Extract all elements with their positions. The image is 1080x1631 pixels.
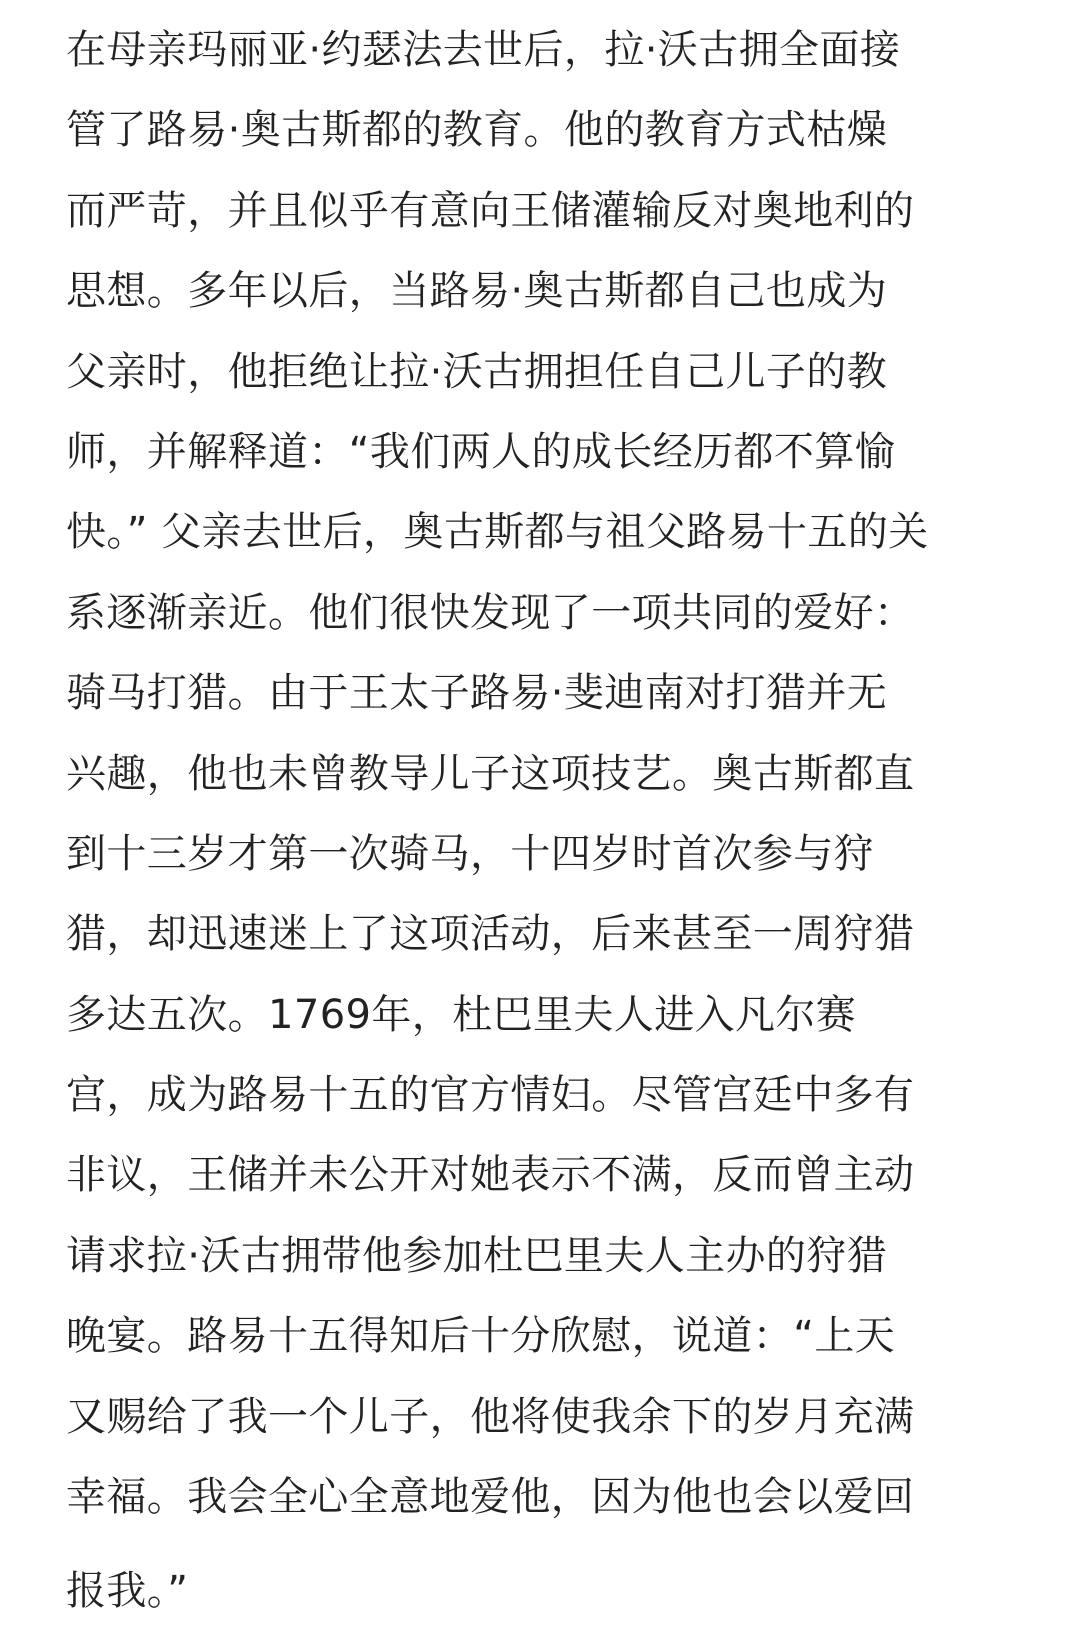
text-line: 思想。多年以后，当路易·奥古斯都自己也成为: [66, 268, 888, 315]
text-line: 猎，却迅速迷上了这项活动，后来甚至一周狩猎: [66, 911, 915, 958]
text-line: 骑马打猎。由于王太子路易·斐迪南对打猎并无: [66, 670, 888, 717]
text-line: 快。” 父亲去世后，奥古斯都与祖父路易十五的关: [66, 509, 929, 556]
text-line: 请求拉·沃古拥带他参加杜巴里夫人主办的狩猎: [66, 1232, 888, 1279]
text-line: 多达五次。1769年，杜巴里夫人进入凡尔赛: [66, 991, 857, 1038]
text-line: 宫，成为路易十五的官方情妇。尽管宫廷中多有: [66, 1072, 915, 1119]
text-line: 系逐渐亲近。他们很快发现了一项共同的爱好：: [66, 589, 915, 636]
text-line: 晚宴。路易十五得知后十分欣慰，说道：“上天: [66, 1313, 896, 1360]
text-line: 幸福。我会全心全意地爱他，因为他也会以爱回: [66, 1474, 915, 1521]
article-body: [66, 10, 996, 1537]
text-line: 父亲时，他拒绝让拉·沃古拥担任自己儿子的教: [66, 348, 888, 395]
text-line: 兴趣，他也未曾教导儿子这项技艺。奥古斯都直: [66, 750, 915, 797]
text-line: 又赐给了我一个儿子，他将使我余下的岁月充满: [66, 1393, 915, 1440]
text-line: 师，并解释道：“我们两人的成长经历都不算愉: [66, 428, 896, 475]
text-line: 管了路易·奥古斯都的教育。他的教育方式枯燥: [66, 107, 888, 154]
text-line: 而严苛，并且似乎有意向王储灌输反对奥地利的: [66, 187, 915, 234]
text-line: 非议，王储并未公开对她表示不满，反而曾主动: [66, 1152, 915, 1199]
partial-last-line: [0, 1568, 1080, 1622]
text-line: 到十三岁才第一次骑马，十四岁时首次参与狩: [66, 830, 874, 877]
text-line: 在母亲玛丽亚·约瑟法去世后，拉·沃古拥全面接: [66, 27, 901, 73]
text-line: 报我。”: [66, 1568, 189, 1614]
